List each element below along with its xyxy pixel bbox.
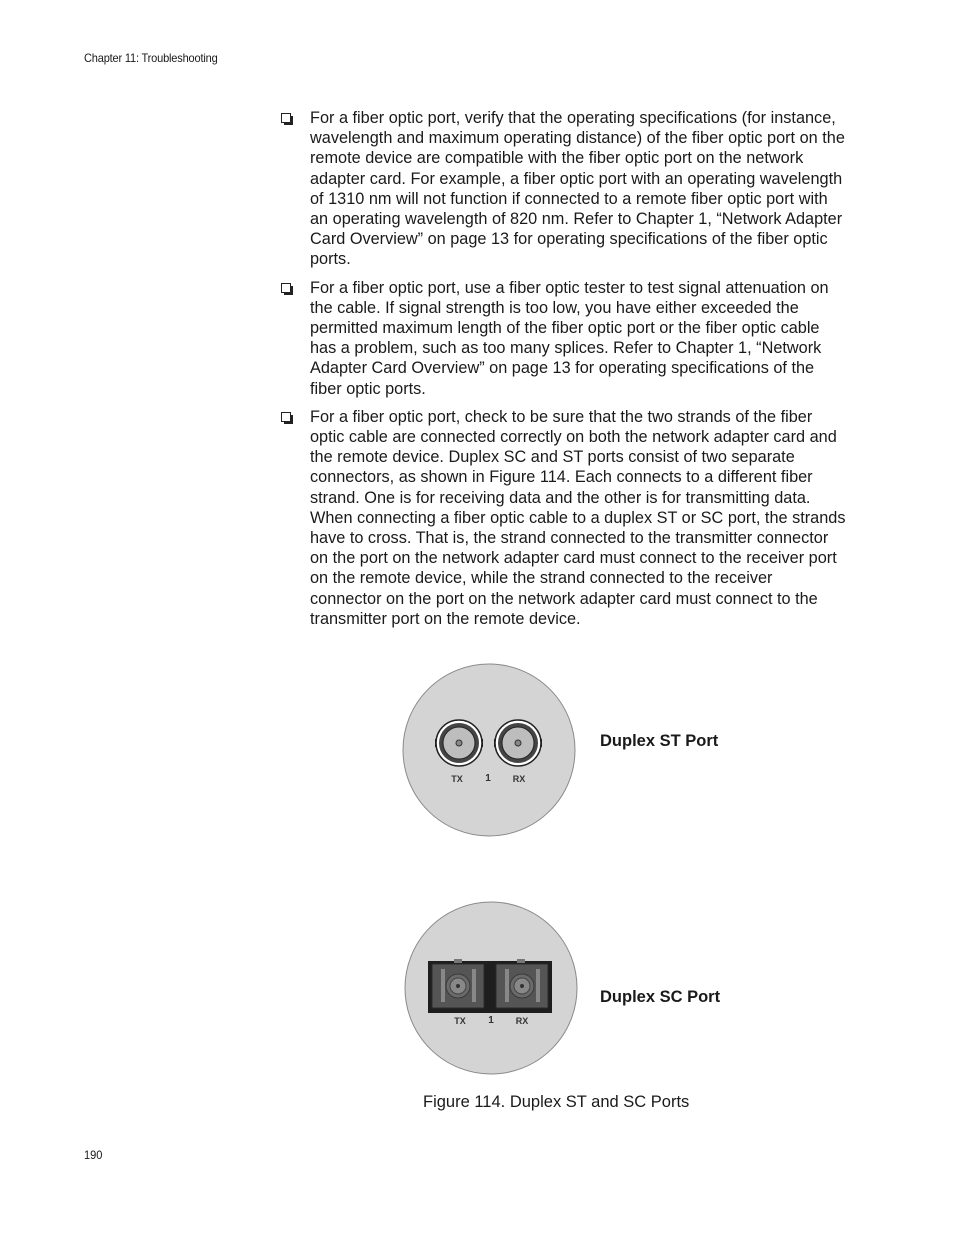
duplex-st-port-label: Duplex ST Port bbox=[600, 732, 719, 750]
duplex-st-port-illustration bbox=[401, 662, 577, 838]
figure-caption: Figure 114. Duplex ST and SC Ports bbox=[423, 1093, 690, 1111]
bullet-text: For a fiber optic port, check to be sure that the two strands of the fiber optic cable are connected correctly on both the network adapter card and the remote device. Duplex SC and ST ports consist of two separate connectors, as shown in Figure 114. Each connects to a different fiber strand. One is for receiving data and the other is for transmitting data. When connecting a fiber optic cable to a duplex ST or SC port, the strands have to cross. That is, the strand connected to the transmitter connector on the port on the network adapter card must connect to the receiver port on the remote device, while the strand connected to the receiver connector on the port on the network adapter card must connect to the transmitter port on the remote device. bbox=[310, 407, 846, 628]
bullet-text: For a fiber optic port, use a fiber optic tester to test signal attenuation on the cable. If signal strength is too low, you have either exceeded the permitted maximum length of the fiber optic port or the fiber optic cable has a problem, such as too many splices. Refer to Chapter 1, “Network Adapter Card Overview” on page 13 for operating specifications of the fiber optic ports. bbox=[310, 278, 829, 398]
sc-rx-label: RX bbox=[515, 1016, 529, 1026]
st-tx-connector-icon bbox=[435, 720, 483, 766]
checkbox-bullet-icon bbox=[281, 283, 291, 293]
list-item bbox=[281, 108, 846, 270]
st-rx-connector-icon bbox=[494, 720, 542, 766]
st-port-number: 1 bbox=[485, 773, 491, 784]
bullet-list bbox=[281, 108, 846, 637]
list-item bbox=[281, 407, 846, 629]
bullet-text: For a fiber optic port, verify that the operating specifications (for instance, wavelength and maximum operating distance) of the fiber optic port on the remote device are compatible with the fiber optic port on the network adapter card. For example, a fiber optic port with an operating wavelength of 1310 nm will not function if connected to a remote fiber optic port with an operating wavelength of 820 nm. Refer to Chapter 1, “Network Adapter Card Overview” on page 13 for operating specifications of the fiber optic ports. bbox=[310, 109, 845, 269]
page-number: 190 bbox=[84, 1148, 103, 1162]
st-tx-label: TX bbox=[451, 774, 463, 784]
duplex-sc-port-label: Duplex SC Port bbox=[600, 988, 721, 1006]
st-rx-label: RX bbox=[512, 774, 526, 784]
list-item bbox=[281, 278, 846, 399]
sc-connector-housing-icon bbox=[428, 959, 552, 1013]
running-header: Chapter 11: Troubleshooting bbox=[84, 51, 218, 65]
duplex-sc-port-illustration bbox=[403, 900, 579, 1076]
checkbox-bullet-icon bbox=[281, 113, 291, 123]
sc-tx-label: TX bbox=[454, 1016, 466, 1026]
sc-port-number: 1 bbox=[488, 1015, 494, 1026]
checkbox-bullet-icon bbox=[281, 412, 291, 422]
